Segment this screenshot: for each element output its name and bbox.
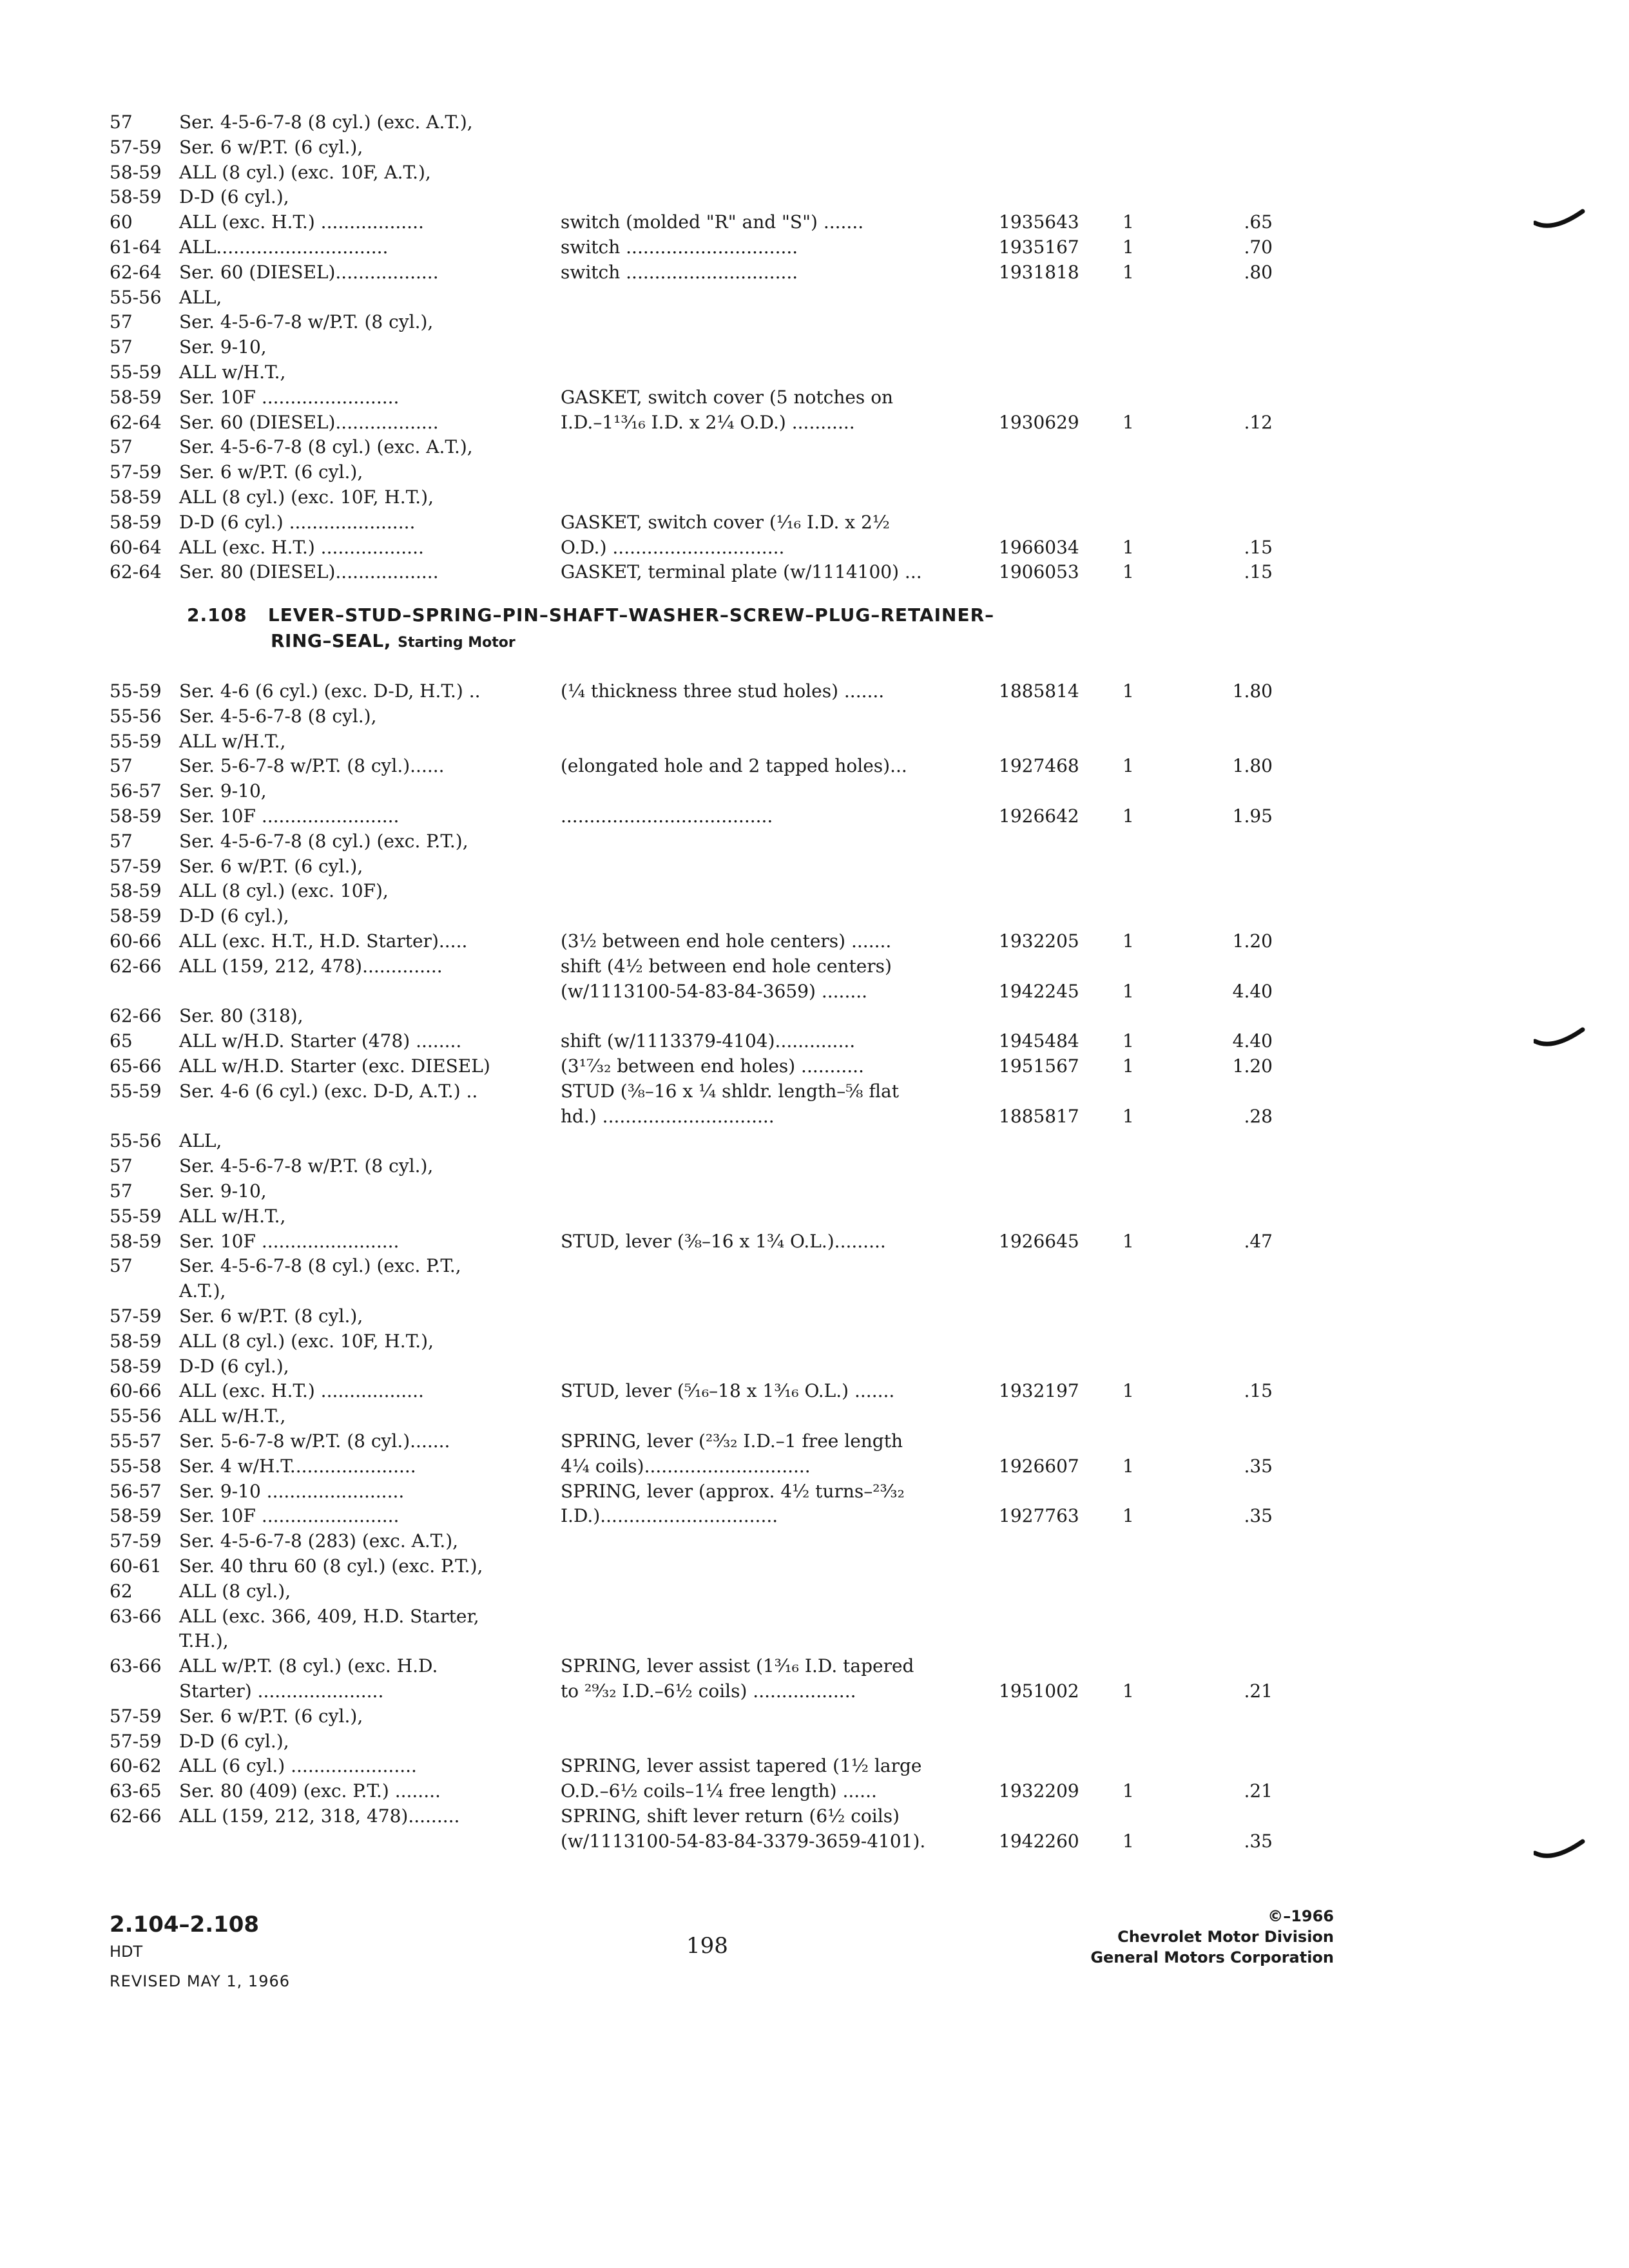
cell-year: 62-64 bbox=[110, 261, 162, 283]
cell-quantity: 1 bbox=[1123, 1380, 1134, 1402]
footer-copyright: ©–1966 bbox=[1268, 1907, 1334, 1925]
cell-model: D-D (6 cyl.), bbox=[179, 186, 289, 208]
cell-model: Ser. 4-5-6-7-8 (8 cyl.) (exc. A.T.), bbox=[179, 436, 473, 458]
cell-description: STUD (⅜–16 x ¼ shldr. length–⅝ flat bbox=[561, 1080, 899, 1102]
cell-model: ALL w/H.T., bbox=[179, 730, 286, 752]
table-row bbox=[0, 1680, 1629, 1703]
cell-part-number: 1932197 bbox=[999, 1380, 1079, 1402]
cell-quantity: 1 bbox=[1123, 411, 1134, 433]
table-row bbox=[0, 486, 1629, 509]
cell-year: 63-66 bbox=[110, 1655, 162, 1677]
cell-model: ALL (exc. H.T.) .................. bbox=[179, 1380, 424, 1402]
cell-model: Ser. 6 w/P.T. (6 cyl.), bbox=[179, 461, 363, 483]
cell-quantity: 1 bbox=[1123, 261, 1134, 283]
table-row bbox=[0, 1155, 1629, 1178]
cell-year: 62-66 bbox=[110, 1005, 162, 1027]
table-row bbox=[0, 386, 1629, 409]
cell-model: ALL (exc. H.T.) .................. bbox=[179, 536, 424, 558]
table-row bbox=[0, 1830, 1629, 1853]
cell-model: ALL.............................. bbox=[179, 236, 389, 258]
cell-year: 57 bbox=[110, 1155, 133, 1177]
cell-part-number: 1927468 bbox=[999, 755, 1079, 777]
cell-model: ALL (8 cyl.), bbox=[179, 1580, 291, 1602]
table-row bbox=[0, 1555, 1629, 1578]
cell-model: Ser. 9-10 ........................ bbox=[179, 1480, 405, 1502]
cell-part-number: 1930629 bbox=[999, 411, 1079, 433]
table-row bbox=[0, 1730, 1629, 1753]
table-row bbox=[0, 805, 1629, 828]
cell-year: 62-64 bbox=[110, 561, 162, 583]
cell-model: T.H.), bbox=[179, 1630, 229, 1652]
cell-year: 60-64 bbox=[110, 536, 162, 558]
cell-year: 63-66 bbox=[110, 1605, 162, 1627]
table-row bbox=[0, 905, 1629, 928]
cell-year: 55-59 bbox=[110, 1080, 162, 1102]
cell-year: 55-59 bbox=[110, 361, 162, 383]
cell-year: 57 bbox=[110, 436, 133, 458]
cell-description: (w/1113100-54-83-84-3659) ........ bbox=[561, 980, 868, 1002]
cell-model: Ser. 4-5-6-7-8 (8 cyl.) (exc. A.T.), bbox=[179, 111, 473, 133]
cell-description: GASKET, terminal plate (w/1114100) ... bbox=[561, 561, 922, 583]
cell-quantity: 1 bbox=[1123, 561, 1134, 583]
section-title-line2: RING–SEAL, bbox=[271, 630, 391, 651]
cell-price: 1.20 bbox=[1232, 930, 1273, 952]
cell-model: Ser. 9-10, bbox=[179, 336, 267, 358]
cell-price: 4.40 bbox=[1232, 980, 1273, 1002]
table-row bbox=[0, 1455, 1629, 1478]
table-row bbox=[0, 1305, 1629, 1328]
cell-year: 65-66 bbox=[110, 1055, 162, 1077]
cell-description: STUD, lever (⅜–16 x 1¾ O.L.)......... bbox=[561, 1230, 886, 1252]
cell-part-number: 1885814 bbox=[999, 680, 1079, 702]
binder-hole-mark-icon bbox=[1534, 206, 1585, 232]
cell-price: .15 bbox=[1244, 536, 1273, 558]
cell-price: .35 bbox=[1244, 1505, 1273, 1527]
table-row bbox=[0, 1230, 1629, 1253]
cell-quantity: 1 bbox=[1123, 1030, 1134, 1052]
cell-description: GASKET, switch cover (¹⁄₁₆ I.D. x 2½ bbox=[561, 511, 890, 533]
cell-part-number: 1935643 bbox=[999, 211, 1079, 233]
cell-model: ALL (159, 212, 478).............. bbox=[179, 955, 443, 977]
cell-year: 57-59 bbox=[110, 461, 162, 483]
cell-year: 57-59 bbox=[110, 1305, 162, 1327]
cell-part-number: 1951567 bbox=[999, 1055, 1079, 1077]
cell-model: ALL w/H.T., bbox=[179, 1405, 286, 1427]
footer-code: HDT bbox=[110, 1943, 143, 1961]
cell-year: 56-57 bbox=[110, 1480, 162, 1502]
table-row bbox=[0, 1605, 1629, 1628]
cell-model: ALL (exc. 366, 409, H.D. Starter, bbox=[179, 1605, 479, 1627]
footer-left bbox=[110, 1910, 290, 1994]
table-row bbox=[0, 1805, 1629, 1828]
cell-year: 58-59 bbox=[110, 1505, 162, 1527]
cell-year: 62 bbox=[110, 1580, 133, 1602]
cell-description: GASKET, switch cover (5 notches on bbox=[561, 386, 894, 408]
cell-model: Ser. 4-6 (6 cyl.) (exc. D-D, A.T.) .. bbox=[179, 1080, 478, 1102]
cell-model: Ser. 9-10, bbox=[179, 780, 267, 802]
cell-model: ALL (8 cyl.) (exc. 10F, H.T.), bbox=[179, 1330, 434, 1352]
cell-model: Ser. 6 w/P.T. (6 cyl.), bbox=[179, 855, 363, 877]
cell-model: Ser. 80 (318), bbox=[179, 1005, 304, 1027]
cell-model: Starter) ...................... bbox=[179, 1680, 384, 1702]
cell-year: 57 bbox=[110, 336, 133, 358]
cell-model: D-D (6 cyl.), bbox=[179, 1355, 289, 1377]
table-row bbox=[0, 286, 1629, 309]
cell-model: D-D (6 cyl.), bbox=[179, 905, 289, 927]
cell-part-number: 1945484 bbox=[999, 1030, 1079, 1052]
cell-description: (w/1113100-54-83-84-3379-3659-4101). bbox=[561, 1830, 926, 1852]
cell-model: D-D (6 cyl.) ...................... bbox=[179, 511, 416, 533]
cell-model: ALL (8 cyl.) (exc. 10F, H.T.), bbox=[179, 486, 434, 508]
cell-model: Ser. 4-5-6-7-8 (8 cyl.) (exc. P.T.), bbox=[179, 830, 468, 852]
cell-model: Ser. 80 (DIESEL).................. bbox=[179, 561, 439, 583]
cell-model: ALL w/H.D. Starter (exc. DIESEL) bbox=[179, 1055, 490, 1077]
cell-description: to ²⁹⁄₃₂ I.D.–6½ coils) .................. bbox=[561, 1680, 856, 1702]
cell-price: 1.95 bbox=[1232, 805, 1273, 827]
table-row bbox=[0, 361, 1629, 384]
cell-year: 57-59 bbox=[110, 855, 162, 877]
cell-year: 55-56 bbox=[110, 286, 162, 308]
table-row bbox=[0, 136, 1629, 159]
cell-quantity: 1 bbox=[1123, 930, 1134, 952]
cell-part-number: 1942245 bbox=[999, 980, 1079, 1002]
page-number: 198 bbox=[686, 1933, 728, 1959]
cell-year: 57 bbox=[110, 830, 133, 852]
cell-model: Ser. 60 (DIESEL).................. bbox=[179, 411, 439, 433]
cell-description: O.D.–6½ coils–1¼ free length) ...... bbox=[561, 1780, 877, 1802]
cell-model: ALL (8 cyl.) (exc. 10F), bbox=[179, 880, 389, 902]
cell-quantity: 1 bbox=[1123, 211, 1134, 233]
cell-year: 57-59 bbox=[110, 136, 162, 158]
footer-corporation: General Motors Corporation bbox=[1090, 1948, 1334, 1966]
cell-year: 58-59 bbox=[110, 511, 162, 533]
table-row bbox=[0, 1280, 1629, 1303]
cell-model: ALL w/H.T., bbox=[179, 1205, 286, 1227]
cell-year: 55-58 bbox=[110, 1455, 162, 1477]
binder-hole-mark-icon bbox=[1534, 1836, 1585, 1862]
table-row bbox=[0, 855, 1629, 878]
table-row bbox=[0, 511, 1629, 534]
table-row bbox=[0, 1480, 1629, 1503]
cell-year: 60-61 bbox=[110, 1555, 162, 1577]
cell-year: 55-59 bbox=[110, 680, 162, 702]
cell-price: 1.20 bbox=[1232, 1055, 1273, 1077]
cell-part-number: 1906053 bbox=[999, 561, 1079, 583]
cell-description: SPRING, lever assist tapered (1½ large bbox=[561, 1755, 922, 1777]
cell-year: 55-57 bbox=[110, 1430, 162, 1452]
table-row bbox=[0, 211, 1629, 234]
cell-year: 60-62 bbox=[110, 1755, 162, 1777]
table-row bbox=[0, 561, 1629, 584]
cell-model: Ser. 6 w/P.T. (8 cyl.), bbox=[179, 1305, 363, 1327]
cell-model: ALL (6 cyl.) ...................... bbox=[179, 1755, 417, 1777]
cell-description: (3¹⁷⁄₃₂ between end holes) ........... bbox=[561, 1055, 864, 1077]
cell-price: .15 bbox=[1244, 1380, 1273, 1402]
cell-model: Ser. 4-5-6-7-8 (8 cyl.), bbox=[179, 705, 377, 727]
table-row bbox=[0, 336, 1629, 359]
cell-quantity: 1 bbox=[1123, 1780, 1134, 1802]
cell-year: 63-65 bbox=[110, 1780, 162, 1802]
cell-year: 55-59 bbox=[110, 730, 162, 752]
cell-part-number: 1966034 bbox=[999, 536, 1079, 558]
cell-year: 62-64 bbox=[110, 411, 162, 433]
cell-price: 1.80 bbox=[1232, 755, 1273, 777]
cell-description: hd.) .............................. bbox=[561, 1105, 775, 1127]
table-row bbox=[0, 1629, 1629, 1653]
table-row bbox=[0, 1780, 1629, 1803]
table-row bbox=[0, 1030, 1629, 1053]
cell-price: .12 bbox=[1244, 411, 1273, 433]
cell-model: Ser. 4-6 (6 cyl.) (exc. D-D, H.T.) .. bbox=[179, 680, 481, 702]
table-row bbox=[0, 1330, 1629, 1353]
cell-model: Ser. 10F ........................ bbox=[179, 1230, 400, 1252]
cell-quantity: 1 bbox=[1123, 1680, 1134, 1702]
table-row bbox=[0, 1754, 1629, 1778]
table-row bbox=[0, 1105, 1629, 1128]
table-row bbox=[0, 1530, 1629, 1553]
cell-year: 55-56 bbox=[110, 1130, 162, 1152]
cell-model: Ser. 6 w/P.T. (6 cyl.), bbox=[179, 1705, 363, 1727]
cell-year: 55-59 bbox=[110, 1205, 162, 1227]
cell-quantity: 1 bbox=[1123, 680, 1134, 702]
cell-model: A.T.), bbox=[179, 1280, 226, 1302]
table-row bbox=[0, 261, 1629, 284]
cell-year: 60 bbox=[110, 211, 133, 233]
cell-year: 62-66 bbox=[110, 1805, 162, 1827]
cell-description: SPRING, lever assist (1³⁄₁₆ I.D. tapered bbox=[561, 1655, 914, 1677]
cell-description: switch .............................. bbox=[561, 261, 798, 283]
table-row bbox=[0, 830, 1629, 853]
cell-description: switch .............................. bbox=[561, 236, 798, 258]
cell-description: (3½ between end hole centers) ....... bbox=[561, 930, 892, 952]
cell-price: .15 bbox=[1244, 561, 1273, 583]
cell-price: .21 bbox=[1244, 1780, 1273, 1802]
cell-model: Ser. 10F ........................ bbox=[179, 805, 400, 827]
cell-year: 57 bbox=[110, 1255, 133, 1277]
table-row bbox=[0, 705, 1629, 728]
table-row bbox=[0, 1580, 1629, 1603]
table-row bbox=[0, 980, 1629, 1003]
cell-description: switch (molded "R" and "S") ....... bbox=[561, 211, 864, 233]
cell-model: Ser. 4-5-6-7-8 (283) (exc. A.T.), bbox=[179, 1530, 459, 1552]
cell-description: SPRING, lever (approx. 4½ turns–²³⁄₃₂ bbox=[561, 1480, 905, 1502]
cell-year: 61-64 bbox=[110, 236, 162, 258]
cell-quantity: 1 bbox=[1123, 805, 1134, 827]
cell-description: ..................................... bbox=[561, 805, 773, 827]
cell-description: shift (w/1113379-4104).............. bbox=[561, 1030, 856, 1052]
cell-price: .21 bbox=[1244, 1680, 1273, 1702]
table-row bbox=[0, 730, 1629, 753]
cell-description: (elongated hole and 2 tapped holes)... bbox=[561, 755, 907, 777]
table-row bbox=[0, 1379, 1629, 1403]
cell-quantity: 1 bbox=[1123, 536, 1134, 558]
cell-model: Ser. 4-5-6-7-8 w/P.T. (8 cyl.), bbox=[179, 311, 434, 333]
cell-quantity: 1 bbox=[1123, 236, 1134, 258]
cell-part-number: 1926607 bbox=[999, 1455, 1079, 1477]
cell-model: Ser. 10F ........................ bbox=[179, 386, 400, 408]
cell-model: Ser. 6 w/P.T. (6 cyl.), bbox=[179, 136, 363, 158]
cell-quantity: 1 bbox=[1123, 1230, 1134, 1252]
cell-model: ALL w/H.T., bbox=[179, 361, 286, 383]
cell-year: 60-66 bbox=[110, 1380, 162, 1402]
cell-quantity: 1 bbox=[1123, 1455, 1134, 1477]
footer-division: Chevrolet Motor Division bbox=[1117, 1928, 1334, 1946]
table-row bbox=[0, 1205, 1629, 1228]
cell-model: Ser. 4-5-6-7-8 (8 cyl.) (exc. P.T., bbox=[179, 1255, 461, 1277]
table-row bbox=[0, 680, 1629, 703]
cell-year: 56-57 bbox=[110, 780, 162, 802]
cell-description: I.D.)............................... bbox=[561, 1505, 778, 1527]
table-row bbox=[0, 236, 1629, 259]
table-row bbox=[0, 1055, 1629, 1078]
cell-model: Ser. 5-6-7-8 w/P.T. (8 cyl.)....... bbox=[179, 1430, 450, 1452]
cell-year: 58-59 bbox=[110, 386, 162, 408]
table-row bbox=[0, 186, 1629, 209]
table-row bbox=[0, 754, 1629, 778]
cell-model: Ser. 10F ........................ bbox=[179, 1505, 400, 1527]
cell-price: .80 bbox=[1244, 261, 1273, 283]
cell-year: 60-66 bbox=[110, 930, 162, 952]
table-row bbox=[0, 536, 1629, 559]
cell-description: SPRING, shift lever return (6½ coils) bbox=[561, 1805, 900, 1827]
cell-description: shift (4½ between end hole centers) bbox=[561, 955, 892, 977]
cell-part-number: 1885817 bbox=[999, 1105, 1079, 1127]
cell-model: ALL, bbox=[179, 286, 222, 308]
section-subtitle: Starting Motor bbox=[398, 635, 516, 651]
cell-price: .65 bbox=[1244, 211, 1273, 233]
cell-year: 58-59 bbox=[110, 186, 162, 208]
cell-quantity: 1 bbox=[1123, 755, 1134, 777]
table-row bbox=[0, 1254, 1629, 1278]
table-row bbox=[0, 1655, 1629, 1678]
cell-model: ALL, bbox=[179, 1130, 222, 1152]
cell-year: 58-59 bbox=[110, 880, 162, 902]
table-row bbox=[0, 1004, 1629, 1028]
table-row bbox=[0, 411, 1629, 434]
cell-model: Ser. 40 thru 60 (8 cyl.) (exc. P.T.), bbox=[179, 1555, 483, 1577]
cell-description: O.D.) .............................. bbox=[561, 536, 785, 558]
cell-model: Ser. 60 (DIESEL).................. bbox=[179, 261, 439, 283]
cell-model: D-D (6 cyl.), bbox=[179, 1730, 289, 1752]
cell-model: Ser. 9-10, bbox=[179, 1180, 267, 1202]
section-heading bbox=[187, 602, 994, 656]
table-row bbox=[0, 1355, 1629, 1378]
table-row bbox=[0, 879, 1629, 903]
cell-part-number: 1926642 bbox=[999, 805, 1079, 827]
cell-year: 58-59 bbox=[110, 1330, 162, 1352]
cell-price: 4.40 bbox=[1232, 1030, 1273, 1052]
cell-quantity: 1 bbox=[1123, 1505, 1134, 1527]
cell-year: 57 bbox=[110, 311, 133, 333]
cell-price: 1.80 bbox=[1232, 680, 1273, 702]
cell-price: .70 bbox=[1244, 236, 1273, 258]
cell-description: SPRING, lever (²³⁄₃₂ I.D.–1 free length bbox=[561, 1430, 903, 1452]
footer-section-range: 2.104–2.108 bbox=[110, 1912, 260, 1937]
table-row bbox=[0, 436, 1629, 459]
binder-hole-mark-icon bbox=[1534, 1024, 1585, 1050]
cell-description: I.D.–1¹³⁄₁₆ I.D. x 2¼ O.D.) ........... bbox=[561, 411, 855, 433]
cell-year: 57 bbox=[110, 755, 133, 777]
table-row bbox=[0, 461, 1629, 484]
cell-year: 57 bbox=[110, 111, 133, 133]
cell-description: 4¼ coils)............................. bbox=[561, 1455, 811, 1477]
cell-model: Ser. 4 w/H.T...................... bbox=[179, 1455, 416, 1477]
cell-model: ALL w/P.T. (8 cyl.) (exc. H.D. bbox=[179, 1655, 438, 1677]
table-row bbox=[0, 1430, 1629, 1453]
table-row bbox=[0, 1180, 1629, 1203]
table-row bbox=[0, 311, 1629, 334]
cell-year: 58-59 bbox=[110, 905, 162, 927]
table-row bbox=[0, 955, 1629, 978]
cell-price: .35 bbox=[1244, 1455, 1273, 1477]
cell-model: ALL (exc. H.T.) .................. bbox=[179, 211, 424, 233]
cell-quantity: 1 bbox=[1123, 1055, 1134, 1077]
cell-year: 62-66 bbox=[110, 955, 162, 977]
cell-year: 58-59 bbox=[110, 1230, 162, 1252]
cell-quantity: 1 bbox=[1123, 1830, 1134, 1852]
section-number: 2.108 bbox=[187, 604, 247, 626]
cell-year: 57-59 bbox=[110, 1730, 162, 1752]
cell-part-number: 1932209 bbox=[999, 1780, 1079, 1802]
cell-year: 55-56 bbox=[110, 1405, 162, 1427]
cell-price: .47 bbox=[1244, 1230, 1273, 1252]
cell-year: 57-59 bbox=[110, 1530, 162, 1552]
cell-part-number: 1935167 bbox=[999, 236, 1079, 258]
cell-year: 55-56 bbox=[110, 705, 162, 727]
section-title-line1: LEVER–STUD–SPRING–PIN–SHAFT–WASHER–SCREW–PLUG–RETAINER– bbox=[267, 604, 995, 626]
cell-model: ALL (159, 212, 318, 478)......... bbox=[179, 1805, 460, 1827]
cell-quantity: 1 bbox=[1123, 980, 1134, 1002]
table-row bbox=[0, 1405, 1629, 1428]
cell-description: STUD, lever (⁵⁄₁₆–18 x 1³⁄₁₆ O.L.) ....... bbox=[561, 1380, 895, 1402]
cell-year: 58-59 bbox=[110, 161, 162, 183]
table-row bbox=[0, 780, 1629, 803]
cell-model: ALL w/H.D. Starter (478) ........ bbox=[179, 1030, 462, 1052]
table-row bbox=[0, 1705, 1629, 1728]
cell-year: 57 bbox=[110, 1180, 133, 1202]
cell-year: 58-59 bbox=[110, 486, 162, 508]
table-row bbox=[0, 1504, 1629, 1528]
cell-part-number: 1931818 bbox=[999, 261, 1079, 283]
footer-right bbox=[1005, 1906, 1334, 1968]
table-row bbox=[0, 1080, 1629, 1103]
footer-revised: REVISED MAY 1, 1966 bbox=[110, 1972, 290, 1990]
cell-description: (¼ thickness three stud holes) ....... bbox=[561, 680, 885, 702]
table-row bbox=[0, 111, 1629, 134]
cell-part-number: 1927763 bbox=[999, 1505, 1079, 1527]
cell-year: 58-59 bbox=[110, 805, 162, 827]
cell-model: Ser. 5-6-7-8 w/P.T. (8 cyl.)...... bbox=[179, 755, 445, 777]
cell-year: 65 bbox=[110, 1030, 133, 1052]
cell-part-number: 1942260 bbox=[999, 1830, 1079, 1852]
cell-part-number: 1932205 bbox=[999, 930, 1079, 952]
table-row bbox=[0, 1129, 1629, 1153]
cell-quantity: 1 bbox=[1123, 1105, 1134, 1127]
cell-part-number: 1926645 bbox=[999, 1230, 1079, 1252]
cell-model: Ser. 4-5-6-7-8 w/P.T. (8 cyl.), bbox=[179, 1155, 434, 1177]
cell-model: Ser. 80 (409) (exc. P.T.) ........ bbox=[179, 1780, 441, 1802]
cell-model: ALL (8 cyl.) (exc. 10F, A.T.), bbox=[179, 161, 431, 183]
cell-price: .35 bbox=[1244, 1830, 1273, 1852]
cell-part-number: 1951002 bbox=[999, 1680, 1079, 1702]
table-row bbox=[0, 930, 1629, 953]
table-row bbox=[0, 161, 1629, 184]
cell-model: ALL (exc. H.T., H.D. Starter)..... bbox=[179, 930, 468, 952]
cell-price: .28 bbox=[1244, 1105, 1273, 1127]
cell-year: 58-59 bbox=[110, 1355, 162, 1377]
cell-year: 57-59 bbox=[110, 1705, 162, 1727]
